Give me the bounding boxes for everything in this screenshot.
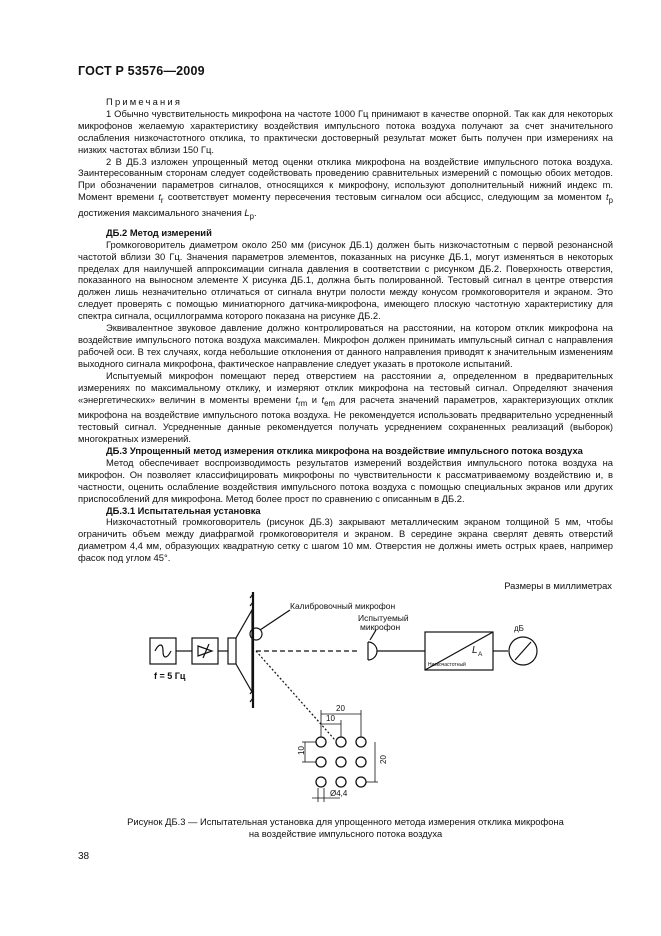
hole [356, 737, 366, 747]
hole [316, 777, 326, 787]
loudspeaker-magnet [228, 638, 236, 664]
dim-20-right: 20 [379, 755, 388, 764]
hole-grid [316, 737, 366, 787]
label-dba: дБ [514, 624, 524, 633]
document-body [78, 96, 613, 564]
note-2: 2 В ДБ.3 изложен упрощенный метод оценки отклика микрофона на воздействие импульсного потока воздуха. Заинтересованным сторонам следует содействовать проведению сравнительных измерений с помощью обоих методов. При обозначении параметров сигналов, относящихся к микрофону, используют дополнительный нижний индекс m. Момент времени $t_r$ соответствует моменту пересечения тестовым сигналом оси абсцисс, следующим за моментом $t_p$ достижения максимального значения $L_p$. [78, 155, 614, 221]
section-title-db2: ДБ.2 Метод измерений [106, 226, 212, 238]
section-title-db31: ДБ.3.1 Испытательная установка [106, 504, 261, 516]
page-number: 38 [78, 851, 90, 862]
db2-paragraph-1: Громкоговоритель диаметром около 250 мм (рисунок ДБ.1) должен быть низкочастотным с первой резонансной частотой вблизи 30 Гц. Значения параметров элементов, показанных на рисунке ДБ.1, могут изменяться в некоторых пределах для наилучшей аппроксимации сигнала давления в соответствии с рисунком ДБ.2. Поверхность отверстия, показанного на выносном элементе X рисунка ДБ.1, должна быть полированной. Тестовый сигнал в центре отверстия должен лишь незначительно отличаться от сигнала внутри полости между конусом громкоговорителя и экраном. Это следует проверять с помощью миниатюрного датчика-микрофона, имеющего плоскую частотную характеристику для спектра сигнала, осциллограмма которого показана на рисунке ДБ.2. [78, 238, 613, 322]
label-calibration-microphone: Калибровочный микрофон [290, 601, 396, 611]
label-la-sub: A [478, 651, 483, 658]
loudspeaker-cone [236, 610, 252, 692]
dim-diameter: Ø4,4 [330, 789, 348, 798]
dim-10-top: 10 [326, 714, 335, 723]
hole [336, 757, 346, 767]
hole [356, 777, 366, 787]
amplifier-block [192, 638, 218, 664]
section-title-db3: ДБ.3 Упрощенный метод измерения отклика микрофона на воздействие импульсного потока воздуха [106, 445, 583, 456]
label-test-microphone-1: Испытуемый [358, 613, 409, 623]
hole [336, 737, 346, 747]
hole [336, 777, 346, 787]
db2-paragraph-3: Испытуемый микрофон помещают перед отверстием на расстоянии a, определенном в предварительных измерениях по максимальному отклику, и измеряют отклик микрофона на тестовый сигнал. Определяют значения «энергетических» величин в моменты времени $t_{rm}$ и $t_{em}$ для расчета значений параметров, характеризующих отклик микрофона на воздействие импульсного потока воздуха. Не рекомендуется использовать предварительно усредненный тестовый сигнал. Усредненные данные рекомендуется получать усреднением сохраненных реализаций (выборок) многократных измерений. [78, 369, 613, 445]
figure-caption [78, 816, 613, 840]
test-microphone-icon [368, 642, 377, 660]
hole [316, 737, 326, 747]
label-test-microphone-2: микрофон [360, 622, 401, 632]
notes-heading: Примечания [106, 96, 183, 107]
label-frequency: f = 5 Гц [154, 671, 186, 681]
hole [356, 757, 366, 767]
sine-wave-icon [155, 645, 171, 657]
db2-paragraph-2: Эквивалентное звуковое давление должно контролироваться на расстоянии, на котором отклик микрофона на воздействие импульсного потока воздуха максимален. Микрофон должен принимать импульсный сигнал с направления рабочей оси. В тех случаях, когда небольшие отклонения от данного направления приводят к значительным изменениям выходного сигнала микрофона, фактическое направление следует указать в протоколе испытаний. [78, 322, 613, 369]
units-note: Размеры в миллиметрах [504, 580, 612, 591]
label-la: L [472, 645, 478, 656]
label-filter: Низкочастотный [428, 662, 466, 668]
detail-leader [256, 651, 335, 740]
hole [316, 757, 326, 767]
db3-paragraph-1: Метод обеспечивает воспроизводимость результатов измерений воздействия импульсного потока воздуха на микрофон. Он позволяет классифицировать микрофоны по чувствительности к рассматриваемому воздействию и, в частности, оценить ослабление воздействия импульсного потока воздуха с помощью специальных экранов или других приспособлений для микрофона. Метод более прост по сравнению с описанным в ДБ.2. [78, 456, 613, 504]
figure-db3-diagram [140, 590, 540, 810]
dim-10-left: 10 [297, 746, 306, 755]
db31-paragraph-1: Низкочастотный громкоговоритель (рисунок ДБ.3) закрывают металлическим экраном толщиной 5 мм, чтобы ограничить объем между диафрагмой громкоговорителя и экраном. В середине экрана сверлят девять отверстий диаметром 4,4 мм, образующих квадратную сетку с шагом 10 мм. Отверстия не должны иметь острых краев, например фасок под углом 45°. [78, 516, 613, 564]
note-1: 1 Обычно чувствительность микрофона на частоте 1000 Гц принимают в качестве опорной. Так как для некоторых микрофонов желаемую характеристику воздействия импульсного потока воздуха получают за счет значительного ослабления низкочастотного отклика, то практически достоверный результат может быть получен при измерениях на низких частотах вблизи 150 Гц. [78, 107, 613, 155]
caption-line-2: на воздействие импульсного потока воздуха [248, 827, 443, 839]
dim-20-top: 20 [336, 704, 345, 713]
page-header: ГОСТ Р 53576—2009 [78, 64, 205, 78]
caption-line-1: Рисунок ДБ.3 — Испытательная установка для упрощенного метода измерения отклика микрофона [127, 816, 564, 827]
